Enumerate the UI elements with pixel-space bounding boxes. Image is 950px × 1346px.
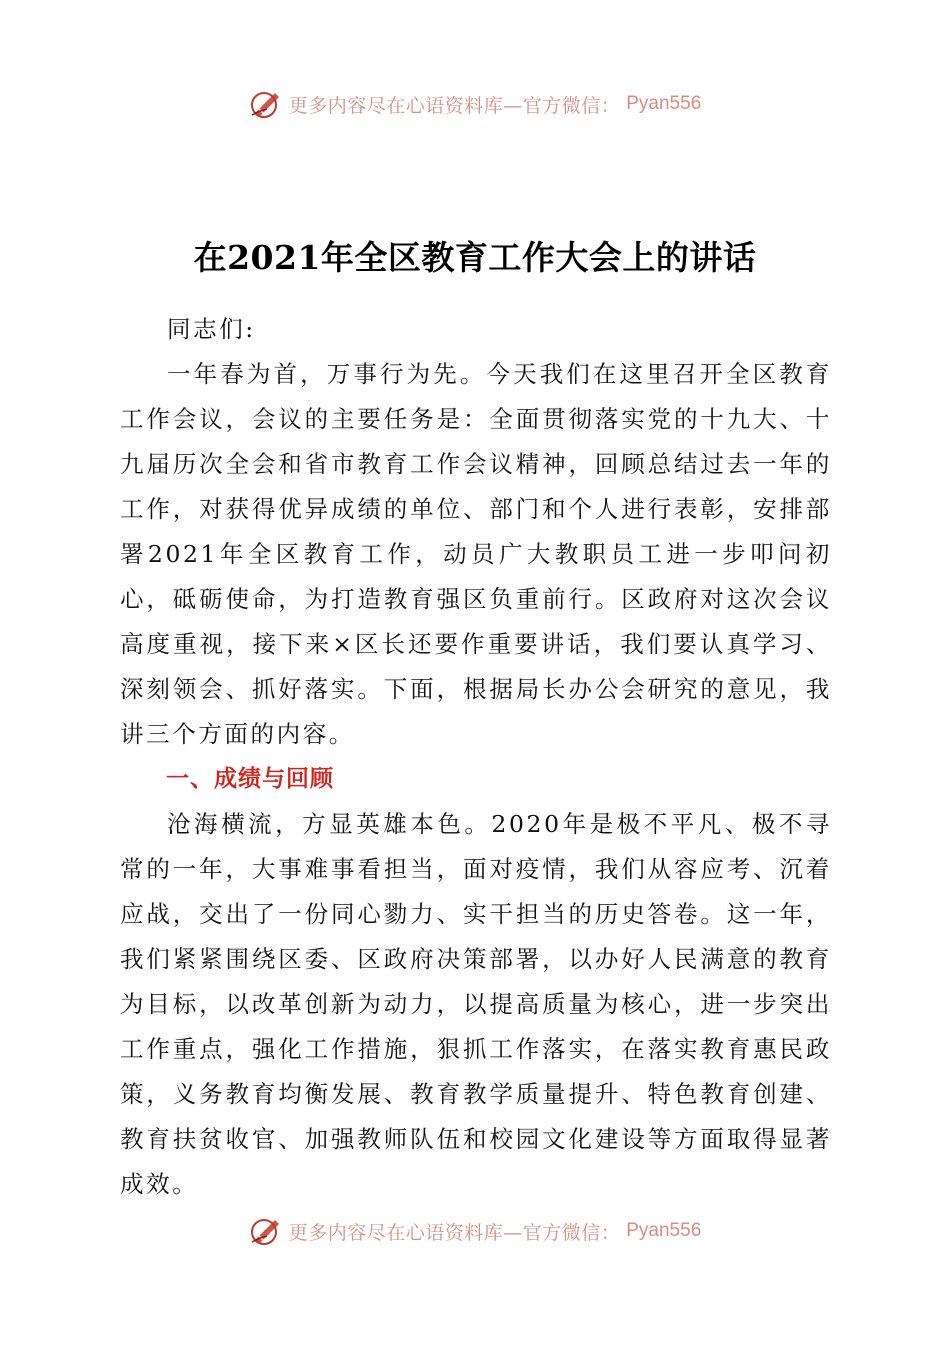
- watermark-text: 更多内容尽在心语资料库—官方微信：: [288, 1221, 621, 1244]
- watermark-wechat-id: Pyan556: [626, 93, 702, 114]
- pen-logo-icon: [249, 87, 283, 121]
- watermark-wechat-id: Pyan556: [626, 1220, 702, 1241]
- section-heading-achievements: 一、成绩与回顾: [166, 766, 334, 792]
- salutation: 同志们:: [167, 315, 256, 343]
- intro-paragraph: 一年春为首，万事行为先。今天我们在这里召开全区教育工作会议，会议的主要任务是：全面贯彻落实党的十九大、十九届历次全会和省市教育工作会议精神，回顾总结过去一年的工作，对获得优异成绩的单位、部门和个人进行表彰，安排部署2021年全区教育工作，动员广大教职员工进一步叩问初心，砥砺使命，为打造教育强区负重前行。区政府对这次会议高度重视，接下来×区长还要作重要讲话，我们要认真学习、深刻领会、抓好落实。下面，根据局长办公会研究的意见，我讲三个方面的内容。: [120, 360, 832, 748]
- watermark-text: 更多内容尽在心语资料库—官方微信：: [288, 94, 621, 117]
- watermark-footer: [0, 1211, 950, 1251]
- section-paragraph-achievements: 沧海横流，方显英雄本色。2020年是极不平凡、极不寻常的一年，大事难事看担当，面对疫情，我们从容应考、沉着应战，交出了一份同心勠力、实干担当的历史答卷。这一年，我们紧紧围绕区委、区政府决策部署，以办好人民满意的教育为目标，以改革创新为动力，以提高质量为核心，进一步突出工作重点，强化工作措施，狠抓工作落实，在落实教育惠民政策，义务教育均衡发展、教育教学质量提升、特色教育创建、教育扶贫收官、加强教师队伍和校园文化建设等方面取得显著成效。: [120, 810, 832, 1198]
- watermark-header: [0, 84, 950, 124]
- document-title: 在2021年全区教育工作大会上的讲话: [193, 238, 757, 277]
- pen-logo-icon: [249, 1214, 283, 1248]
- document-body: [120, 307, 832, 1207]
